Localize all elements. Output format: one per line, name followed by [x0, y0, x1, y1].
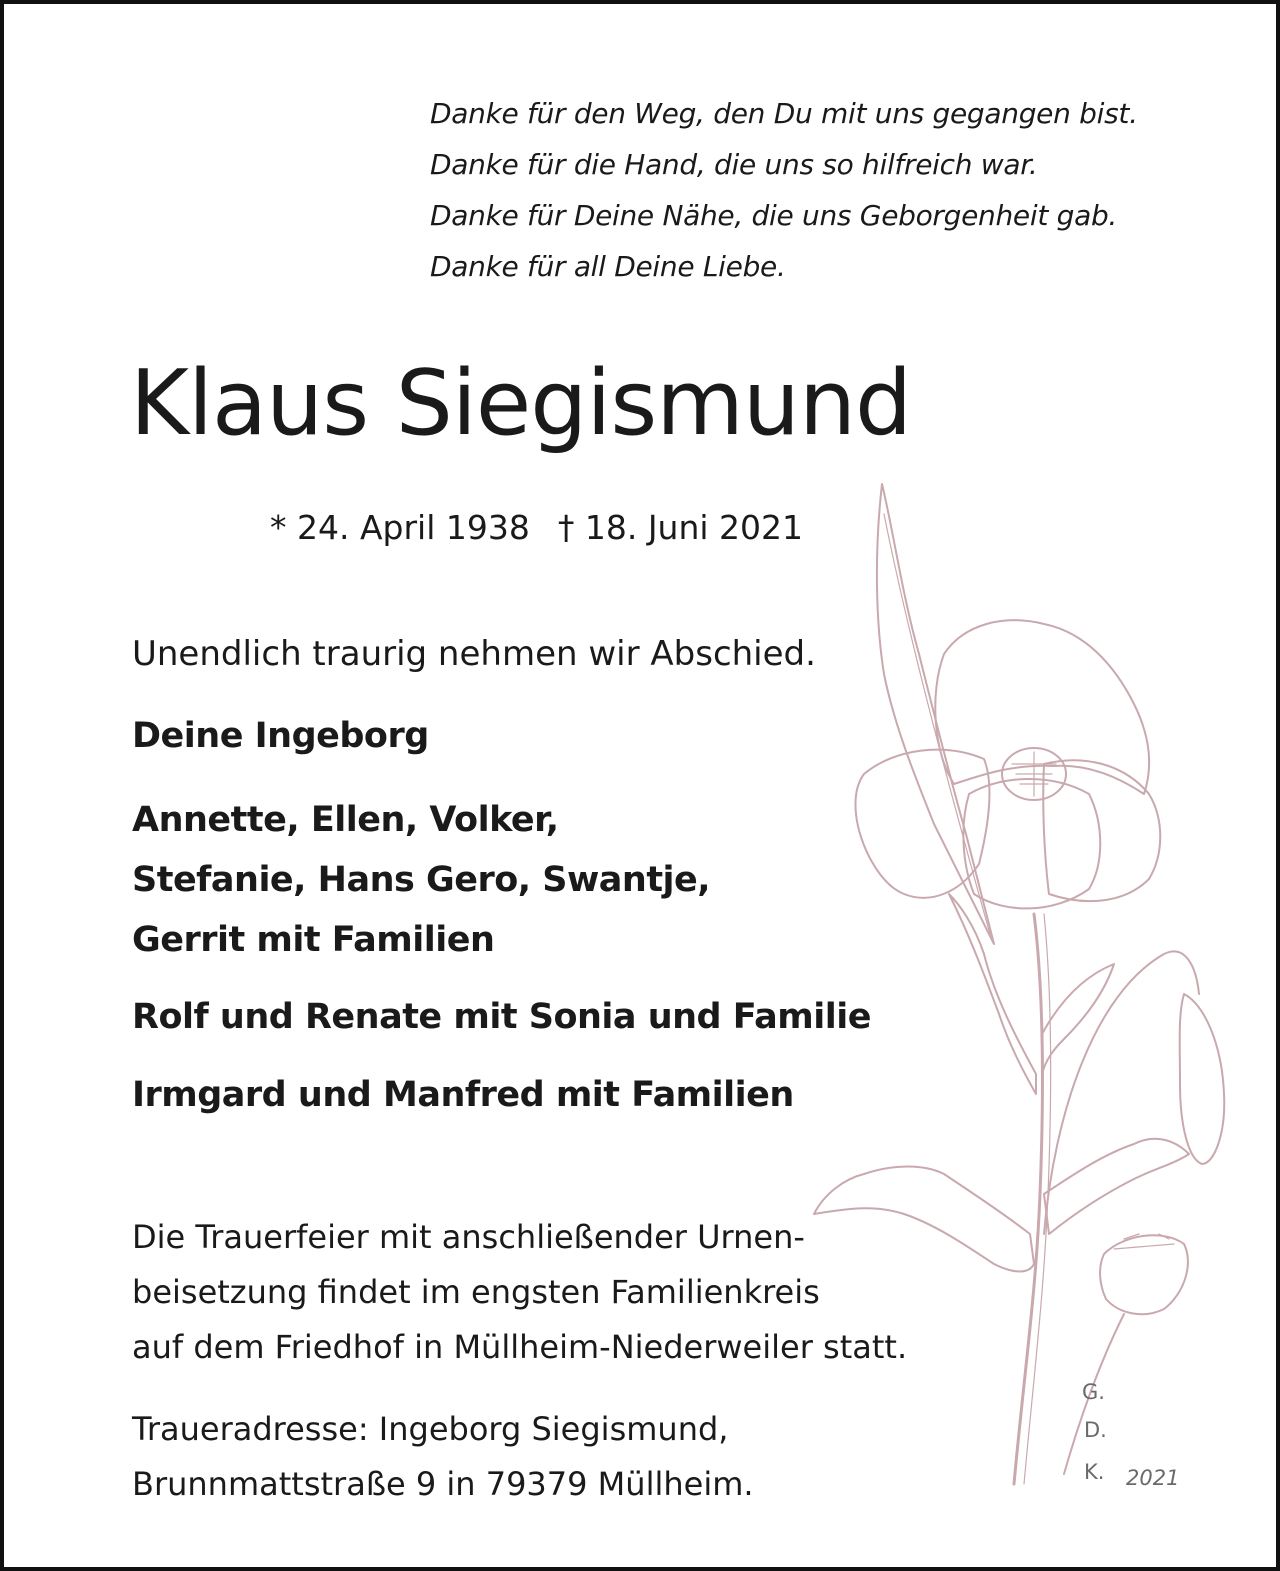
poppy-stem-main	[1014, 914, 1042, 1484]
mourner-sibling-1: Rolf und Renate mit Sonia und Familie	[132, 997, 871, 1037]
mourning-address	[132, 1402, 754, 1512]
artist-signature-k: K.	[1084, 1460, 1105, 1484]
ceremony-info	[132, 1210, 907, 1375]
poem-line: Danke für die Hand, die uns so hilfreich war.	[430, 148, 1038, 181]
mourner-spouse: Deine Ingeborg	[132, 716, 429, 756]
poem	[430, 88, 1138, 292]
mourner-children	[132, 790, 710, 970]
artist-signature-year: 2021	[1126, 1466, 1180, 1490]
artist-signature-g: G.	[1082, 1380, 1105, 1404]
mourner-children-line: Stefanie, Hans Gero, Swantje,	[132, 860, 711, 900]
poppy-leaf-mid	[949, 894, 1036, 1094]
address-line: Brunnmattstraße 9 in 79379 Müllheim.	[132, 1465, 754, 1503]
poem-line: Danke für Deine Nähe, die uns Geborgenheit gab.	[430, 199, 1118, 232]
ceremony-line: Die Trauerfeier mit anschließender Urnen-	[132, 1218, 805, 1256]
poppy-leaf-right-low	[1044, 1139, 1189, 1234]
poppy-stem-bud	[1044, 951, 1199, 1234]
life-dates	[270, 508, 803, 547]
mourner-sibling-2: Irmgard und Manfred mit Familien	[132, 1075, 794, 1115]
poppy-petal-right	[1043, 760, 1160, 901]
deceased-name: Klaus Siegismund	[130, 351, 912, 456]
death-date: † 18. Juni 2021	[557, 508, 804, 547]
poem-line: Danke für den Weg, den Du mit uns gegangen bist.	[430, 97, 1138, 130]
ceremony-line: auf dem Friedhof in Müllheim-Niederweiler statt.	[132, 1328, 908, 1366]
artist-signature-d: D.	[1084, 1418, 1107, 1442]
poem-line: Danke für all Deine Liebe.	[430, 250, 786, 283]
ceremony-line: beisetzung findet im engsten Familienkreis	[132, 1273, 820, 1311]
birth-date: * 24. April 1938	[270, 508, 530, 547]
poppy-bud	[1180, 994, 1225, 1164]
poppy-petal-back	[935, 620, 1149, 794]
address-line: Traueradresse: Ingeborg Siegismund,	[132, 1410, 729, 1448]
poppy-petal-left	[855, 750, 989, 898]
farewell-text: Unendlich traurig nehmen wir Abschied.	[132, 634, 816, 674]
mourner-children-line: Annette, Ellen, Volker,	[132, 800, 559, 840]
poppy-seedpod	[1100, 1235, 1188, 1314]
mourner-children-line: Gerrit mit Familien	[132, 920, 495, 960]
